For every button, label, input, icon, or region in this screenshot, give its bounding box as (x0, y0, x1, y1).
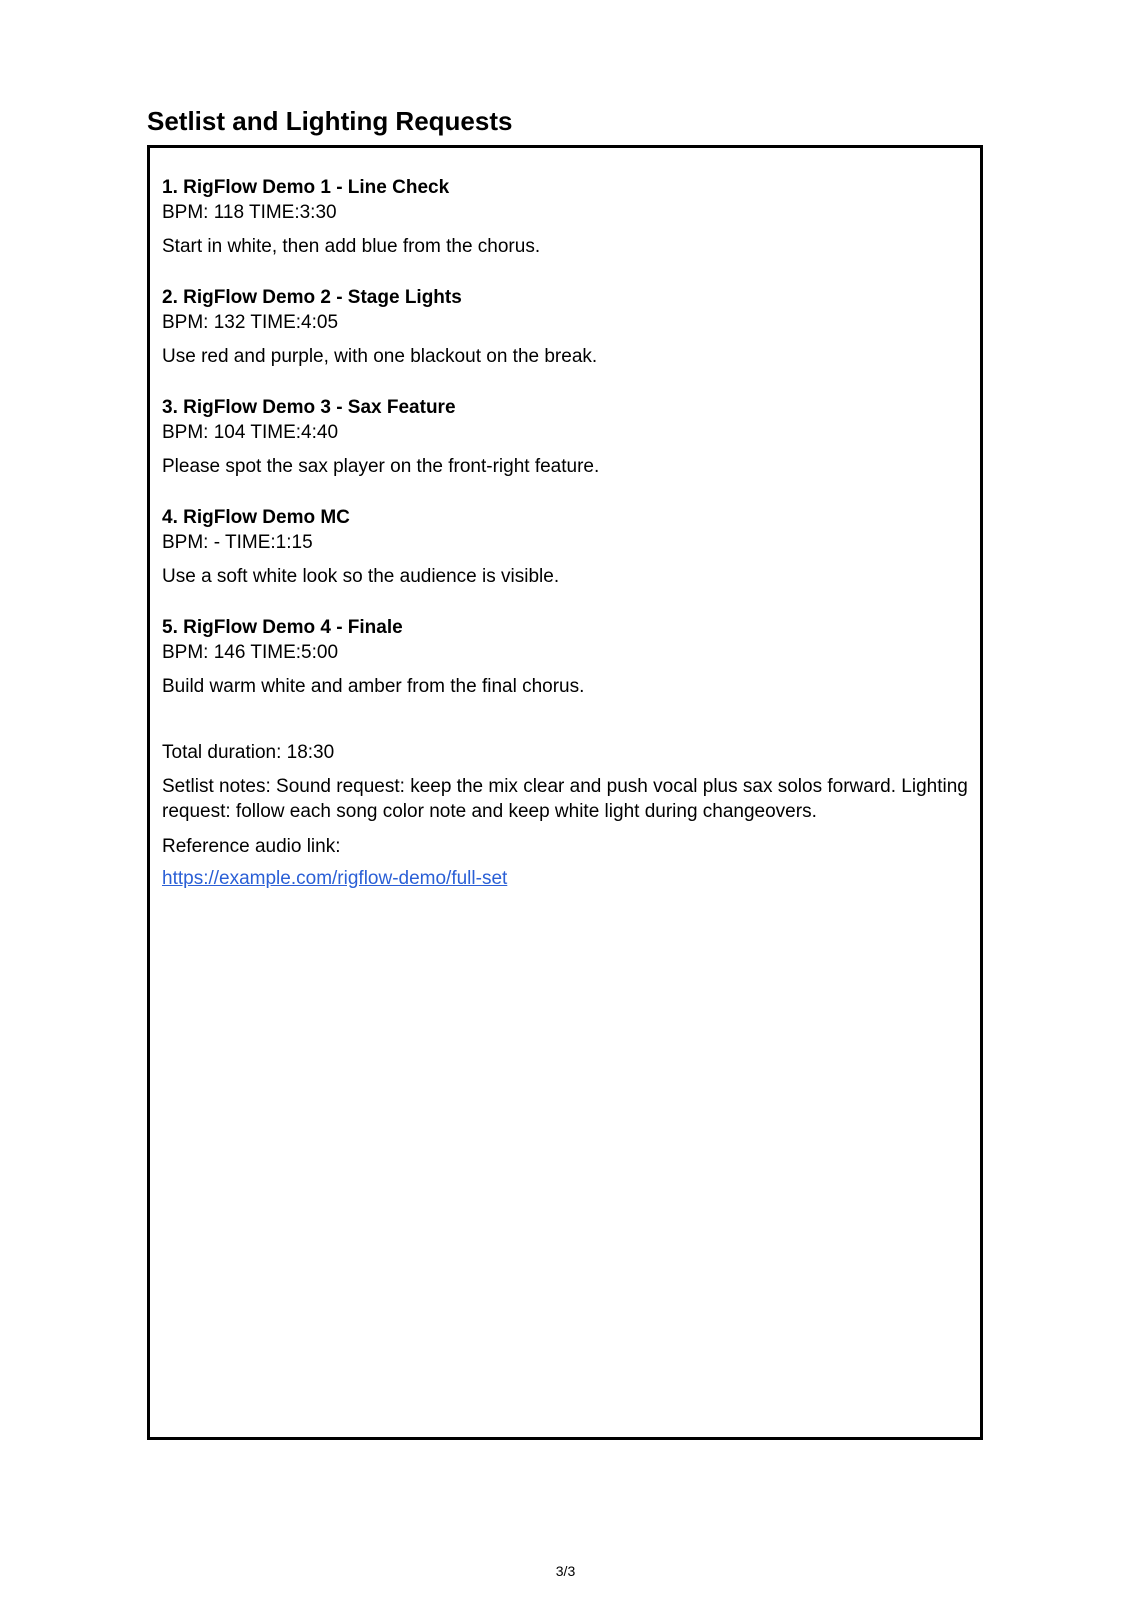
total-duration: Total duration: 18:30 (162, 742, 335, 763)
song-lighting-note: Use red and purple, with one blackout on the break. (162, 346, 598, 367)
song-lighting-note: Please spot the sax player on the front-right feature. (162, 456, 600, 477)
song-bpm-time: BPM: 146 TIME:5:00 (162, 642, 339, 663)
song-lighting-note: Use a soft white look so the audience is visible. (162, 566, 560, 587)
song-lighting-note: Start in white, then add blue from the chorus. (162, 236, 541, 257)
song-title: 2. RigFlow Demo 2 - Stage Lights (162, 287, 462, 308)
song-bpm-time: BPM: - TIME:1:15 (162, 532, 313, 553)
page-title: Setlist and Lighting Requests (147, 106, 513, 136)
song-item-1 (162, 176, 968, 260)
song-bpm-time: BPM: 104 TIME:4:40 (162, 422, 339, 443)
song-bpm-time: BPM: 132 TIME:4:05 (162, 312, 339, 333)
song-title: 3. RigFlow Demo 3 - Sax Feature (162, 397, 456, 418)
song-bpm-time: BPM: 118 TIME:3:30 (162, 202, 337, 223)
song-title: 1. RigFlow Demo 1 - Line Check (162, 177, 450, 198)
song-item-3 (162, 396, 968, 480)
page-number: 3/3 (555, 1563, 576, 1579)
reference-audio-label: Reference audio link: (162, 836, 341, 857)
song-item-5 (162, 616, 968, 700)
song-title: 4. RigFlow Demo MC (162, 507, 350, 528)
song-item-4 (162, 506, 968, 590)
song-item-2 (162, 286, 968, 370)
setlist-notes: Setlist notes: Sound request: keep the mix clear and push vocal plus sax solos forward. Lighting request: follow each song color note and keep white light during changeovers. (162, 776, 968, 822)
setlist-box (147, 145, 983, 1440)
song-lighting-note: Build warm white and amber from the final chorus. (162, 676, 585, 697)
song-title: 5. RigFlow Demo 4 - Finale (162, 617, 403, 638)
reference-audio-link[interactable]: https://example.com/rigflow-demo/full-set (162, 868, 508, 889)
